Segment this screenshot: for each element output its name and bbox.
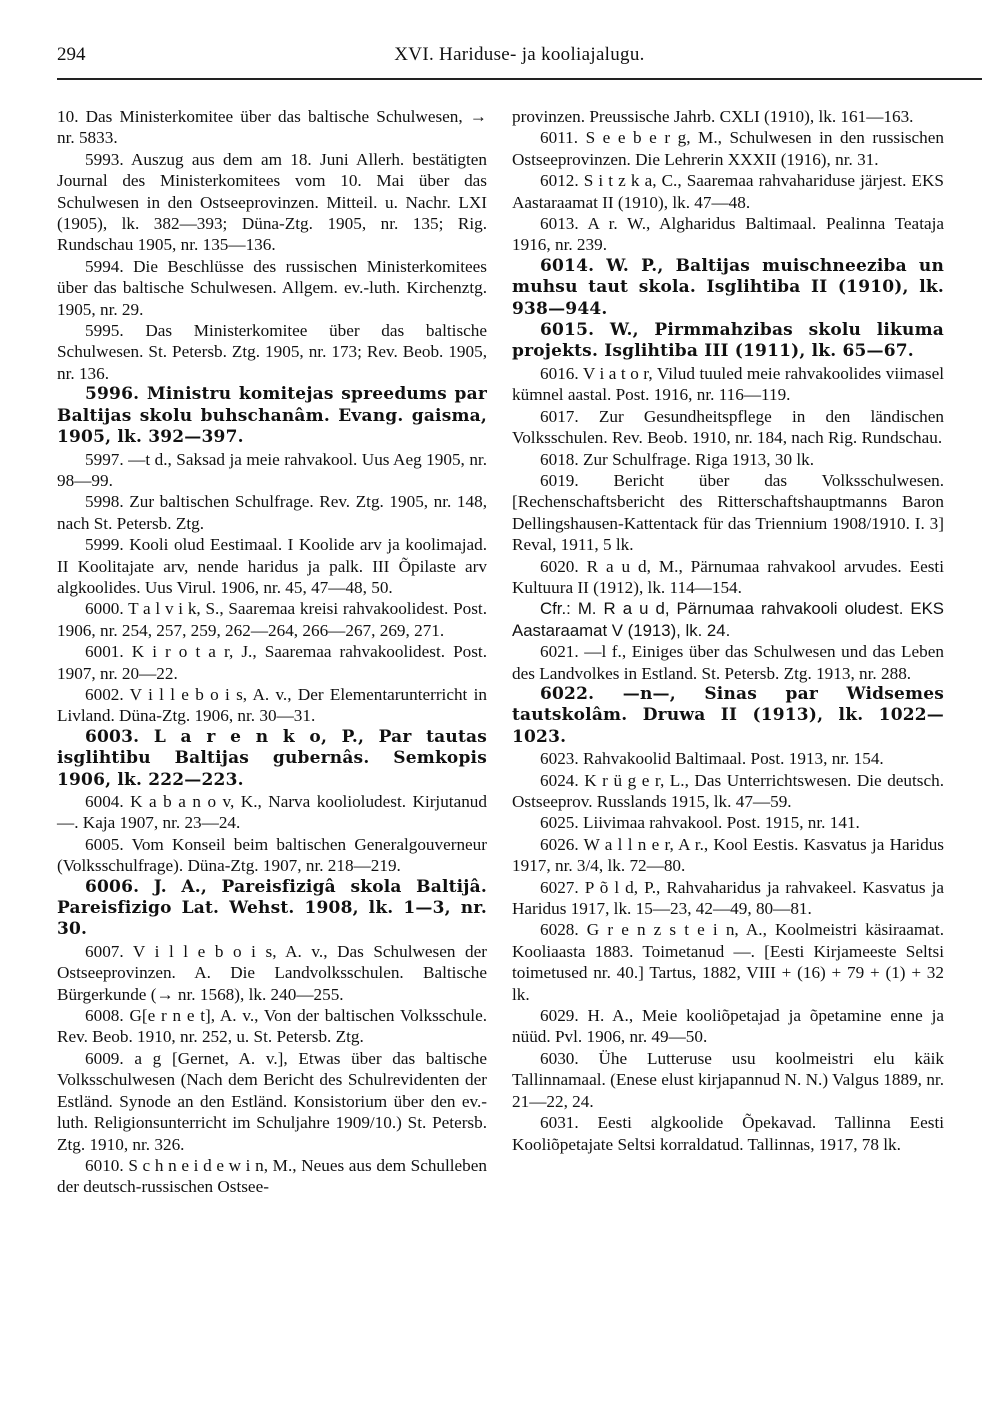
bibliography-entry: 6014. W. P., Baltijas muischneeziba un muhsu taut skola. Isglihtiba II (1910), lk. 938—944. — [512, 255, 944, 319]
bibliography-entry: 6030. Ühe Lutteruse usu koolmeistri elu käik Tallinnamaal. (Enese elust kirjapannud N. N.) Valgus 1889, nr. 21—22, 24. — [512, 1048, 944, 1111]
header-rule — [57, 78, 982, 80]
bibliography-entry: 6021. —l f., Einiges über das Schulwesen und das Leben des Landvolkes in Estland. St. Petersb. Ztg. 1913, nr. 288. — [512, 642, 944, 683]
bibliography-entry: 6007. V i l l e b o i s, A. v., Das Schulwesen der Ostseeprovinzen. A. Die Landvolksschulen. Baltische Bürgerkunde (→ nr. 1568), lk. 240—255. — [57, 941, 487, 1004]
bibliography-entry: 5995. Das Ministerkomitee über das baltische Schulwesen. St. Petersb. Ztg. 1905, nr. 173; Rev. Beob. 1905, nr. 136. — [57, 321, 487, 383]
bibliography-entry: 5994. Die Beschlüsse des russischen Ministerkomitees über das baltische Schulwesen. Allgem. ev.-luth. Kirchenztg. 1905, nr. 29. — [57, 256, 487, 319]
bibliography-entry: 6015. W., Pirmmahzibas skolu likuma projekts. Isglihtiba III (1911), lk. 65—67. — [512, 320, 944, 362]
bibliography-entry: 6031. Eesti algkoolide Õpekavad. Tallinna Eesti Kooliõpetajate Seltsi korraldatud. Tallinnas, 1917, 78 lk. — [512, 1113, 944, 1154]
bibliography-entry: 6008. G[e r n e t], A. v., Von der baltischen Volksschule. Rev. Beob. 1910, nr. 252, u. St. Petersb. Ztg. — [57, 1006, 487, 1047]
bibliography-entry: 6023. Rahvakoolid Baltimaal. Post. 1913, nr. 154. — [540, 749, 884, 769]
bibliography-entry: 6001. K i r o t a r, J., Saaremaa rahvakoolidest. Post. 1907, nr. 20—22. — [57, 642, 487, 683]
bibliography-entry: 6016. V i a t o r, Vilud tuuled meie rahvakoolides viimasel kümnel aastal. Post. 1916, nr. 116—119. — [512, 363, 944, 405]
page-number: 294 — [57, 44, 86, 65]
bibliography-entry: 6006. J. A., Pareisfizigâ skola Baltijâ. Pareisfizigo Lat. Wehst. 1908, lk. 1—3, nr. 30. — [57, 876, 487, 940]
bibliography-entry: 5998. Zur baltischen Schulfrage. Rev. Ztg. 1905, nr. 148, nach St. Petersb. Ztg. — [57, 492, 487, 533]
bibliography-entry: 6025. Liivimaa rahvakool. Post. 1915, nr. 141. — [540, 813, 860, 833]
bibliography-entry: 6019. Bericht über das Volksschulwesen. [Rechenschaftsbericht des Ritterschaftshauptmanns Baron Dellingshausen-Kattentack für das Triennium 1908/1910. I. 3] Reval, 1911, 5 lk. — [512, 470, 944, 555]
bibliography-entry: 6013. A r. W., Algharidus Baltimaal. Pealinna Teataja 1916, nr. 239. — [512, 214, 944, 255]
bibliography-entry: provinzen. Preussische Jahrb. CXLI (1910), lk. 161—163. — [512, 107, 914, 126]
bibliography-entry: 6028. G r e n z s t e i n, A., Koolmeistri käsiraamat. Kooliaasta 1883. Toimetanud —. [Eesti Kirjameeste Seltsi toimetused nr. 40.] Tartus, 1882, VIII + (16) + 79 + (1) + 32 lk. — [512, 920, 944, 1004]
right-column — [512, 106, 944, 1155]
bibliography-entry: 6009. a g [Gernet, A. v.], Etwas über das baltische Volksschulwesen (Nach dem Bericht des Schulrevidenten der Estländ. Synode an den Estländ. Konsistorium über den ev.-luth. Religionsunterricht im Schuljahre 1909/10.) St. Petersb. Ztg. 1910, nr. 326. — [57, 1048, 487, 1154]
bibliography-entry: 6004. K a b a n o v, K., Narva koolioludest. Kirjutanud —. Kaja 1907, nr. 23—24. — [57, 792, 487, 833]
bibliography-entry: Cfr.: M. R a u d, Pärnumaa rahvakooli oludest. EKS Aastaraamat V (1913), lk. 24. — [512, 599, 944, 640]
bibliography-entry: 6011. S e e b e r g, M., Schulwesen in den russischen Ostseeprovinzen. Die Lehrerin XXXII (1916), nr. 31. — [512, 128, 944, 169]
page-header — [57, 44, 982, 74]
bibliography-entry: 5993. Auszug aus dem am 18. Juni Allerh. bestätigten Journal des Ministerkomitees vom 10. Mai über das Schulwesen in den Ostseeprovinzen. Mitteil. u. Nachr. LXI (1905), lk. 382—393; Düna-Ztg. 1905, nr. 135; Rig. Rundschau 1905, nr. 135—136. — [57, 149, 487, 255]
bibliography-entry: 10. Das Ministerkomitee über das baltische Schulwesen, → nr. 5833. — [57, 107, 487, 148]
bibliography-entry: 6027. P õ l d, P., Rahvaharidus ja rahvakeel. Kasvatus ja Haridus 1917, lk. 15—23, 42—49, 80—81. — [512, 877, 944, 919]
bibliography-entry: 6010. S c h n e i d e w i n, M., Neues aus dem Schulleben der deutsch-russischen Ostsee- — [57, 1155, 487, 1197]
bibliography-entry: 6017. Zur Gesundheitspflege in den ländischen Volksschulen. Rev. Beob. 1910, nr. 184, nach Rig. Rundschau. — [512, 406, 944, 448]
bibliography-entry: 6003. L a r e n k o, P., Par tautas isglihtibu Baltijas gubernâs. Semkopis 1906, lk. 222—223. — [57, 726, 487, 790]
bibliography-entry: 5996. Ministru komitejas spreedums par Baltijas skolu buhschanâm. Evang. gaisma, 1905, lk. 392—397. — [57, 384, 487, 448]
bibliography-entry: 5997. —t d., Saksad ja meie rahvakool. Uus Aeg 1905, nr. 98—99. — [57, 449, 487, 490]
bibliography-entry: 6024. K r ü g e r, L., Das Unterrichtswesen. Die deutsch. Ostseeprov. Russlands 1915, lk. 47—59. — [512, 770, 944, 811]
bibliography-entry: 6018. Zur Schulfrage. Riga 1913, 30 lk. — [540, 449, 815, 469]
bibliography-entry: 6005. Vom Konseil beim baltischen Generalgouverneur (Volksschulfrage). Düna-Ztg. 1907, nr. 218—219. — [57, 834, 487, 876]
bibliography-entry: 6012. S i t z k a, C., Saaremaa rahvahariduse järjest. EKS Aastaraamat II (1910), lk. 47—48. — [512, 171, 944, 212]
bibliography-entry: 6026. W a l l n e r, A r., Kool Eestis. Kasvatus ja Haridus 1917, nr. 3/4, lk. 72—80. — [512, 834, 944, 876]
bibliography-entry: 6029. H. A., Meie kooliõpetajad ja õpetamine enne ja nüüd. Pvl. 1906, nr. 49—50. — [512, 1006, 944, 1047]
left-column — [57, 106, 487, 1198]
bibliography-entry: 6020. R a u d, M., Pärnumaa rahvakool arvudes. Eesti Kultuura II (1912), lk. 114—154. — [512, 556, 944, 597]
bibliography-entry: 5999. Kooli olud Eestimaal. I Koolide arv ja koolimajad. II Koolitajate arv, nende haridus ja palk. III Õpilaste arv algkoolides. Uus Virul. 1906, nr. 45, 47—48, 50. — [57, 535, 487, 597]
bibliography-entry: 6022. —n—, Sinas par Widsemes tautskolâm. Druwa II (1913), lk. 1022—1023. — [512, 683, 944, 747]
running-title: XVI. Hariduse- ja kooliajalugu. — [394, 44, 645, 65]
bibliography-entry: 6002. V i l l e b o i s, A. v., Der Elementarunterricht in Livland. Düna-Ztg. 1906, nr. 30—31. — [57, 684, 487, 726]
bibliography-entry: 6000. T a l v i k, S., Saaremaa kreisi rahvakoolidest. Post. 1906, nr. 254, 257, 259, 262—264, 266—267, 269, 271. — [57, 599, 487, 640]
